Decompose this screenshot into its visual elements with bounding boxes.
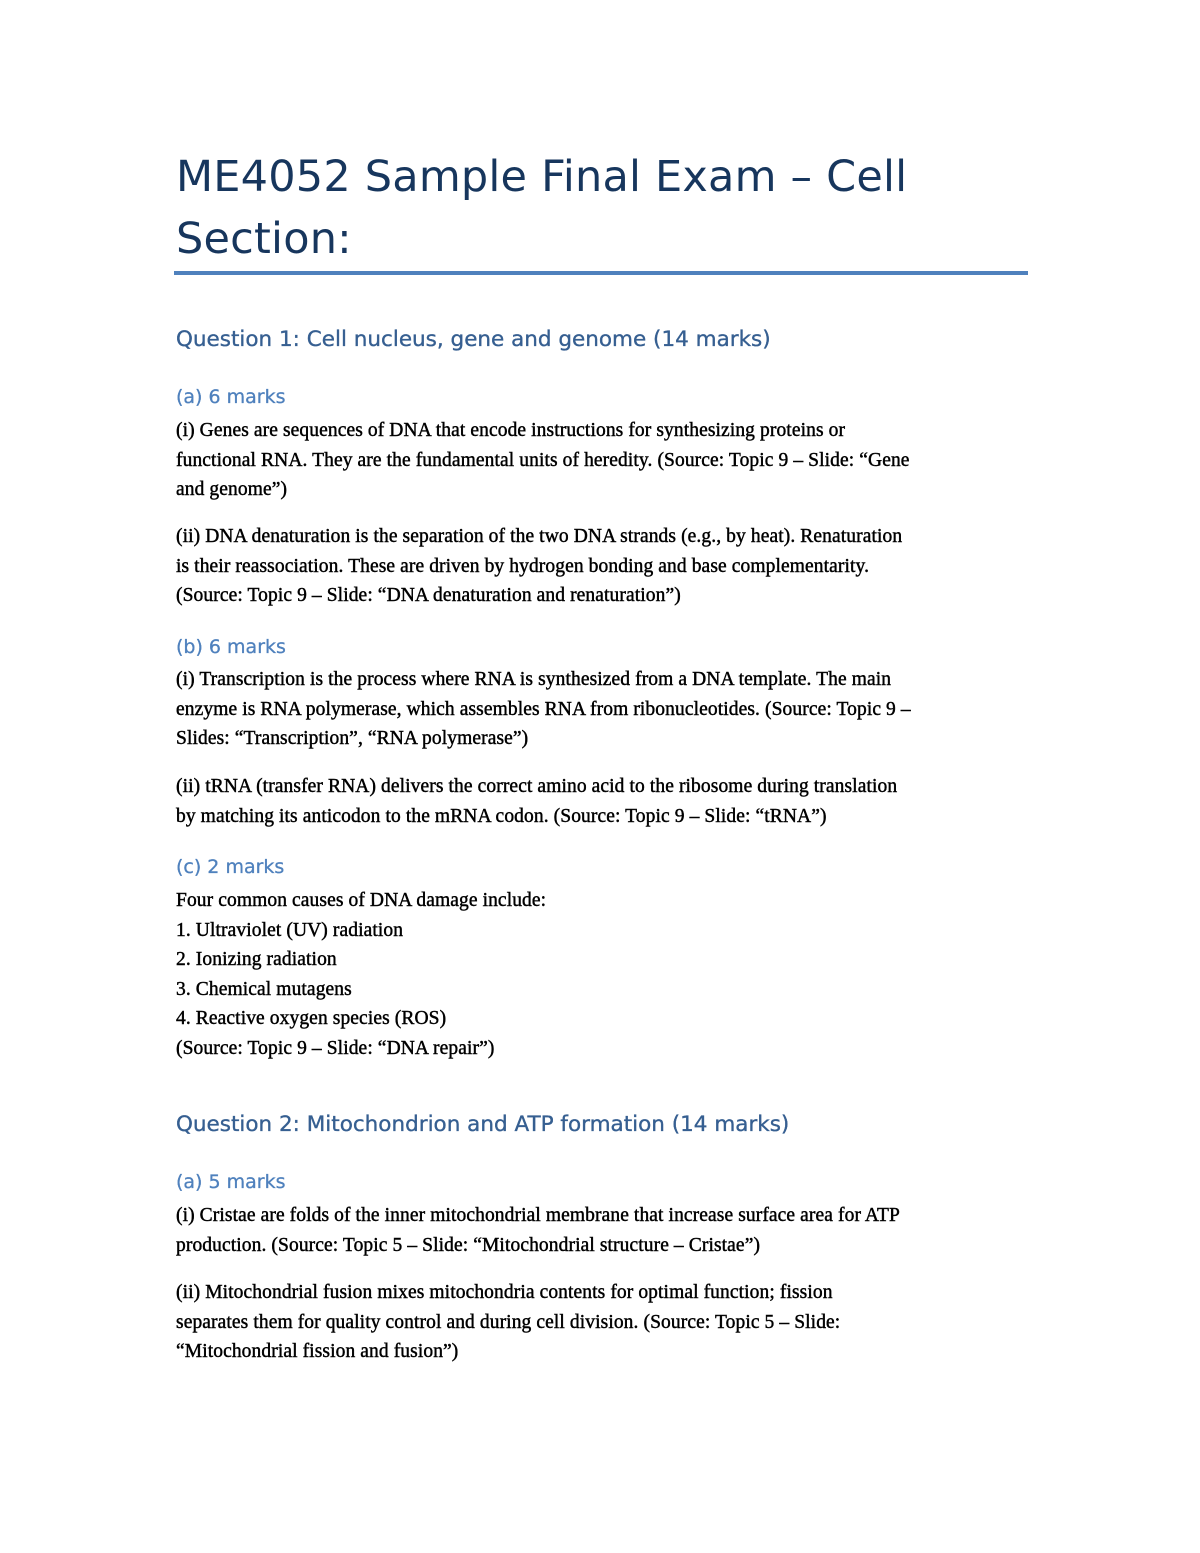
question-1a-heading: (a) 6 marks bbox=[176, 386, 286, 408]
text-line: (Source: Topic 9 – Slide: “DNA denaturation and renaturation”) bbox=[176, 585, 681, 606]
title-line: ME4052 Sample Final Exam – Cell bbox=[176, 152, 908, 202]
text-line: Four common causes of DNA damage include: bbox=[176, 890, 547, 911]
list-item: 1. Ultraviolet (UV) radiation bbox=[176, 919, 404, 941]
title-line: Section: bbox=[176, 214, 352, 264]
list-item: 4. Reactive oxygen species (ROS) bbox=[176, 1008, 447, 1029]
text-line: (i) Genes are sequences of DNA that encode instructions for synthesizing proteins or bbox=[176, 420, 846, 441]
text-line: (i) Cristae are folds of the inner mitochondrial membrane that increase surface area for ATP bbox=[176, 1205, 900, 1226]
answer-1a-ii bbox=[176, 522, 1026, 611]
text-line: enzyme is RNA polymerase, which assembles RNA from ribonucleotides. (Source: Topic 9 – bbox=[176, 698, 911, 720]
text-line: “Mitochondrial fission and fusion”) bbox=[176, 1341, 459, 1362]
answer-1a-i bbox=[176, 416, 1026, 505]
question-1-heading: Question 1: Cell nucleus, gene and genome (14 marks) bbox=[176, 327, 771, 352]
answer-1b-i bbox=[176, 665, 1026, 754]
question-2a-heading: (a) 5 marks bbox=[176, 1171, 286, 1193]
text-line: is their reassociation. These are driven by hydrogen bonding and base complementarity. bbox=[176, 555, 870, 577]
question-2-heading: Question 2: Mitochondrion and ATP formation (14 marks) bbox=[176, 1112, 790, 1137]
text-line: by matching its anticodon to the mRNA codon. (Source: Topic 9 – Slide: “tRNA”) bbox=[176, 805, 827, 827]
text-line: (i) Transcription is the process where RNA is synthesized from a DNA template. The main bbox=[176, 669, 892, 690]
text-line: and genome”) bbox=[176, 479, 288, 500]
document-title bbox=[176, 146, 1036, 270]
answer-2a-i bbox=[176, 1201, 1026, 1260]
text-line: production. (Source: Topic 5 – Slide: “Mitochondrial structure – Cristae”) bbox=[176, 1234, 761, 1256]
title-underline bbox=[174, 271, 1028, 275]
question-1c-heading: (c) 2 marks bbox=[176, 856, 285, 878]
text-line: Slides: “Transcription”, “RNA polymerase”) bbox=[176, 728, 529, 749]
text-line: separates them for quality control and during cell division. (Source: Topic 5 – Slide: bbox=[176, 1311, 841, 1333]
text-line: (ii) tRNA (transfer RNA) delivers the correct amino acid to the ribosome during translation bbox=[176, 776, 898, 797]
answer-1c bbox=[176, 886, 1026, 1063]
question-1b-heading: (b) 6 marks bbox=[176, 636, 286, 658]
text-line: (Source: Topic 9 – Slide: “DNA repair”) bbox=[176, 1037, 495, 1059]
list-item: 2. Ionizing radiation bbox=[176, 949, 337, 970]
text-line: (ii) DNA denaturation is the separation of the two DNA strands (e.g., by heat). Renaturation bbox=[176, 526, 903, 547]
text-line: functional RNA. They are the fundamental units of heredity. (Source: Topic 9 – Slide: “Gene bbox=[176, 449, 910, 471]
answer-1b-ii bbox=[176, 772, 1026, 831]
list-item: 3. Chemical mutagens bbox=[176, 978, 352, 1000]
answer-2a-ii bbox=[176, 1278, 1026, 1367]
text-line: (ii) Mitochondrial fusion mixes mitochondria contents for optimal function; fission bbox=[176, 1282, 833, 1303]
